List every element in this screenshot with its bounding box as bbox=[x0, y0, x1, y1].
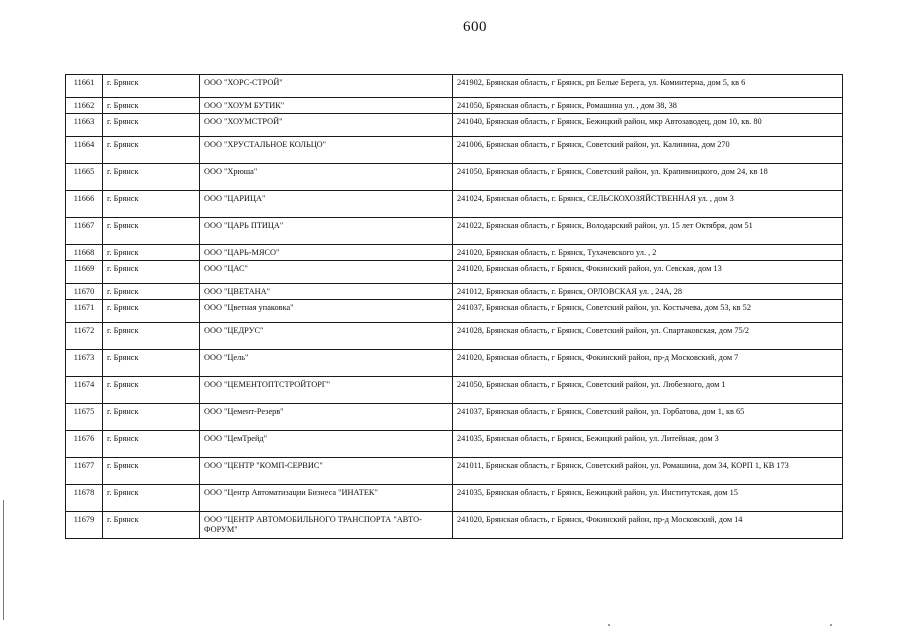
cell-organization: ООО "ЦемТрейд" bbox=[200, 431, 453, 458]
cell-organization: ООО "ЦАС" bbox=[200, 261, 453, 284]
cell-city: г. Брянск bbox=[103, 98, 200, 114]
cell-id: 11670 bbox=[66, 284, 103, 300]
cell-address: 241050, Брянская область, г Брянск, Советский район, ул. Крапивницкого, дом 24, кв 18 bbox=[453, 164, 843, 191]
cell-address: 241022, Брянская область, г Брянск, Володарский район, ул. 15 лет Октября, дом 51 bbox=[453, 218, 843, 245]
table-row bbox=[66, 350, 843, 377]
table-row bbox=[66, 377, 843, 404]
cell-city: г. Брянск bbox=[103, 114, 200, 137]
cell-city: г. Брянск bbox=[103, 75, 200, 98]
page-number: 600 bbox=[463, 19, 487, 35]
cell-city: г. Брянск bbox=[103, 458, 200, 485]
cell-address: 241050, Брянская область, г Брянск, Ромашина ул. , дом 38, 38 bbox=[453, 98, 843, 114]
cell-id: 11676 bbox=[66, 431, 103, 458]
cell-city: г. Брянск bbox=[103, 485, 200, 512]
cell-id: 11669 bbox=[66, 261, 103, 284]
cell-organization: ООО "ЦАРИЦА" bbox=[200, 191, 453, 218]
cell-address: 241024, Брянская область, г. Брянск, СЕЛЬСКОХОЗЯЙСТВЕННАЯ ул. , дом 3 bbox=[453, 191, 843, 218]
cell-organization: ООО "ЦЕМЕНТОПТСТРОЙТОРГ" bbox=[200, 377, 453, 404]
cell-organization: ООО "ЦЕДРУС" bbox=[200, 323, 453, 350]
table-row bbox=[66, 284, 843, 300]
cell-id: 11668 bbox=[66, 245, 103, 261]
table-row bbox=[66, 164, 843, 191]
cell-id: 11661 bbox=[66, 75, 103, 98]
scan-speck bbox=[608, 624, 610, 626]
cell-id: 11672 bbox=[66, 323, 103, 350]
cell-organization: ООО "Цель" bbox=[200, 350, 453, 377]
cell-id: 11662 bbox=[66, 98, 103, 114]
table-row bbox=[66, 485, 843, 512]
cell-city: г. Брянск bbox=[103, 431, 200, 458]
table-row bbox=[66, 191, 843, 218]
cell-city: г. Брянск bbox=[103, 377, 200, 404]
cell-city: г. Брянск bbox=[103, 404, 200, 431]
cell-address: 241011, Брянская область, г Брянск, Советский район, ул. Ромашина, дом 34, КОРП 1, КВ 173 bbox=[453, 458, 843, 485]
cell-address: 241020, Брянская область, г Брянск, Фокинский район, пр-д Московский, дом 7 bbox=[453, 350, 843, 377]
cell-organization: ООО "Хрюша" bbox=[200, 164, 453, 191]
cell-address: 241012, Брянская область, г. Брянск, ОРЛОВСКАЯ ул. , 24А, 28 bbox=[453, 284, 843, 300]
table-row bbox=[66, 114, 843, 137]
cell-id: 11671 bbox=[66, 300, 103, 323]
table-row bbox=[66, 218, 843, 245]
cell-city: г. Брянск bbox=[103, 323, 200, 350]
cell-id: 11679 bbox=[66, 512, 103, 539]
cell-city: г. Брянск bbox=[103, 218, 200, 245]
cell-organization: ООО "ХОРС-СТРОЙ" bbox=[200, 75, 453, 98]
cell-city: г. Брянск bbox=[103, 350, 200, 377]
cell-address: 241020, Брянская область, г Брянск, Фокинский район, пр-д Московский, дом 14 bbox=[453, 512, 843, 539]
cell-organization: ООО "ЦВЕТАНА" bbox=[200, 284, 453, 300]
cell-address: 241037, Брянская область, г Брянск, Советский район, ул. Костычева, дом 53, кв 52 bbox=[453, 300, 843, 323]
table-row bbox=[66, 404, 843, 431]
registry-table bbox=[65, 74, 843, 539]
cell-city: г. Брянск bbox=[103, 164, 200, 191]
cell-id: 11677 bbox=[66, 458, 103, 485]
table-row bbox=[66, 512, 843, 539]
scan-speck bbox=[830, 624, 832, 626]
table-row bbox=[66, 137, 843, 164]
cell-city: г. Брянск bbox=[103, 191, 200, 218]
table-row bbox=[66, 245, 843, 261]
cell-organization: ООО "ХОУМ БУТИК" bbox=[200, 98, 453, 114]
cell-id: 11666 bbox=[66, 191, 103, 218]
cell-id: 11663 bbox=[66, 114, 103, 137]
cell-city: г. Брянск bbox=[103, 284, 200, 300]
cell-address: 241006, Брянская область, г Брянск, Советский район, ул. Калинина, дом 270 bbox=[453, 137, 843, 164]
table-row bbox=[66, 75, 843, 98]
cell-address: 241040, Брянская область, г Брянск, Бежицкий район, мкр Автозаводец, дом 10, кв. 80 bbox=[453, 114, 843, 137]
cell-city: г. Брянск bbox=[103, 137, 200, 164]
cell-city: г. Брянск bbox=[103, 300, 200, 323]
cell-organization: ООО "ХОУМСТРОЙ" bbox=[200, 114, 453, 137]
cell-organization: ООО "ХРУСТАЛЬНОЕ КОЛЬЦО" bbox=[200, 137, 453, 164]
cell-id: 11675 bbox=[66, 404, 103, 431]
cell-id: 11678 bbox=[66, 485, 103, 512]
cell-organization: ООО "ЦАРЬ ПТИЦА" bbox=[200, 218, 453, 245]
cell-address: 241020, Брянская область, г Брянск, Фокинский район, ул. Севская, дом 13 bbox=[453, 261, 843, 284]
cell-address: 241035, Брянская область, г Брянск, Бежицкий район, ул. Литейная, дом 3 bbox=[453, 431, 843, 458]
cell-id: 11665 bbox=[66, 164, 103, 191]
cell-id: 11667 bbox=[66, 218, 103, 245]
table-row bbox=[66, 431, 843, 458]
cell-address: 241037, Брянская область, г Брянск, Советский район, ул. Горбатова, дом 1, кв 65 bbox=[453, 404, 843, 431]
cell-address: 241902, Брянская область, г Брянск, рп Белые Берега, ул. Коминтерна, дом 5, кв 6 bbox=[453, 75, 843, 98]
cell-address: 241050, Брянская область, г Брянск, Советский район, ул. Любезного, дом 1 bbox=[453, 377, 843, 404]
cell-address: 241020, Брянская область, г. Брянск, Тухачевского ул. , 2 bbox=[453, 245, 843, 261]
table-row bbox=[66, 261, 843, 284]
cell-organization: ООО "Цемент-Резерв" bbox=[200, 404, 453, 431]
cell-organization: ООО "Цветная упаковка" bbox=[200, 300, 453, 323]
cell-id: 11674 bbox=[66, 377, 103, 404]
table-row bbox=[66, 458, 843, 485]
table-row bbox=[66, 323, 843, 350]
cell-address: 241035, Брянская область, г Брянск, Бежицкий район, ул. Институтская, дом 15 bbox=[453, 485, 843, 512]
cell-organization: ООО "Центр Автоматизации Бизнеса "ИНАТЕК" bbox=[200, 485, 453, 512]
cell-organization: ООО "ЦЕНТР АВТОМОБИЛЬНОГО ТРАНСПОРТА "АВТО-ФОРУМ" bbox=[200, 512, 453, 539]
cell-address: 241028, Брянская область, г Брянск, Советский район, ул. Спартаковская, дом 75/2 bbox=[453, 323, 843, 350]
registry-body bbox=[66, 75, 843, 539]
cell-organization: ООО "ЦЕНТР "КОМП-СЕРВИС" bbox=[200, 458, 453, 485]
cell-city: г. Брянск bbox=[103, 245, 200, 261]
cell-id: 11673 bbox=[66, 350, 103, 377]
cell-city: г. Брянск bbox=[103, 512, 200, 539]
table-row bbox=[66, 98, 843, 114]
cell-city: г. Брянск bbox=[103, 261, 200, 284]
scan-edge-line bbox=[3, 500, 4, 620]
cell-id: 11664 bbox=[66, 137, 103, 164]
cell-organization: ООО "ЦАРЬ-МЯСО" bbox=[200, 245, 453, 261]
table-row bbox=[66, 300, 843, 323]
